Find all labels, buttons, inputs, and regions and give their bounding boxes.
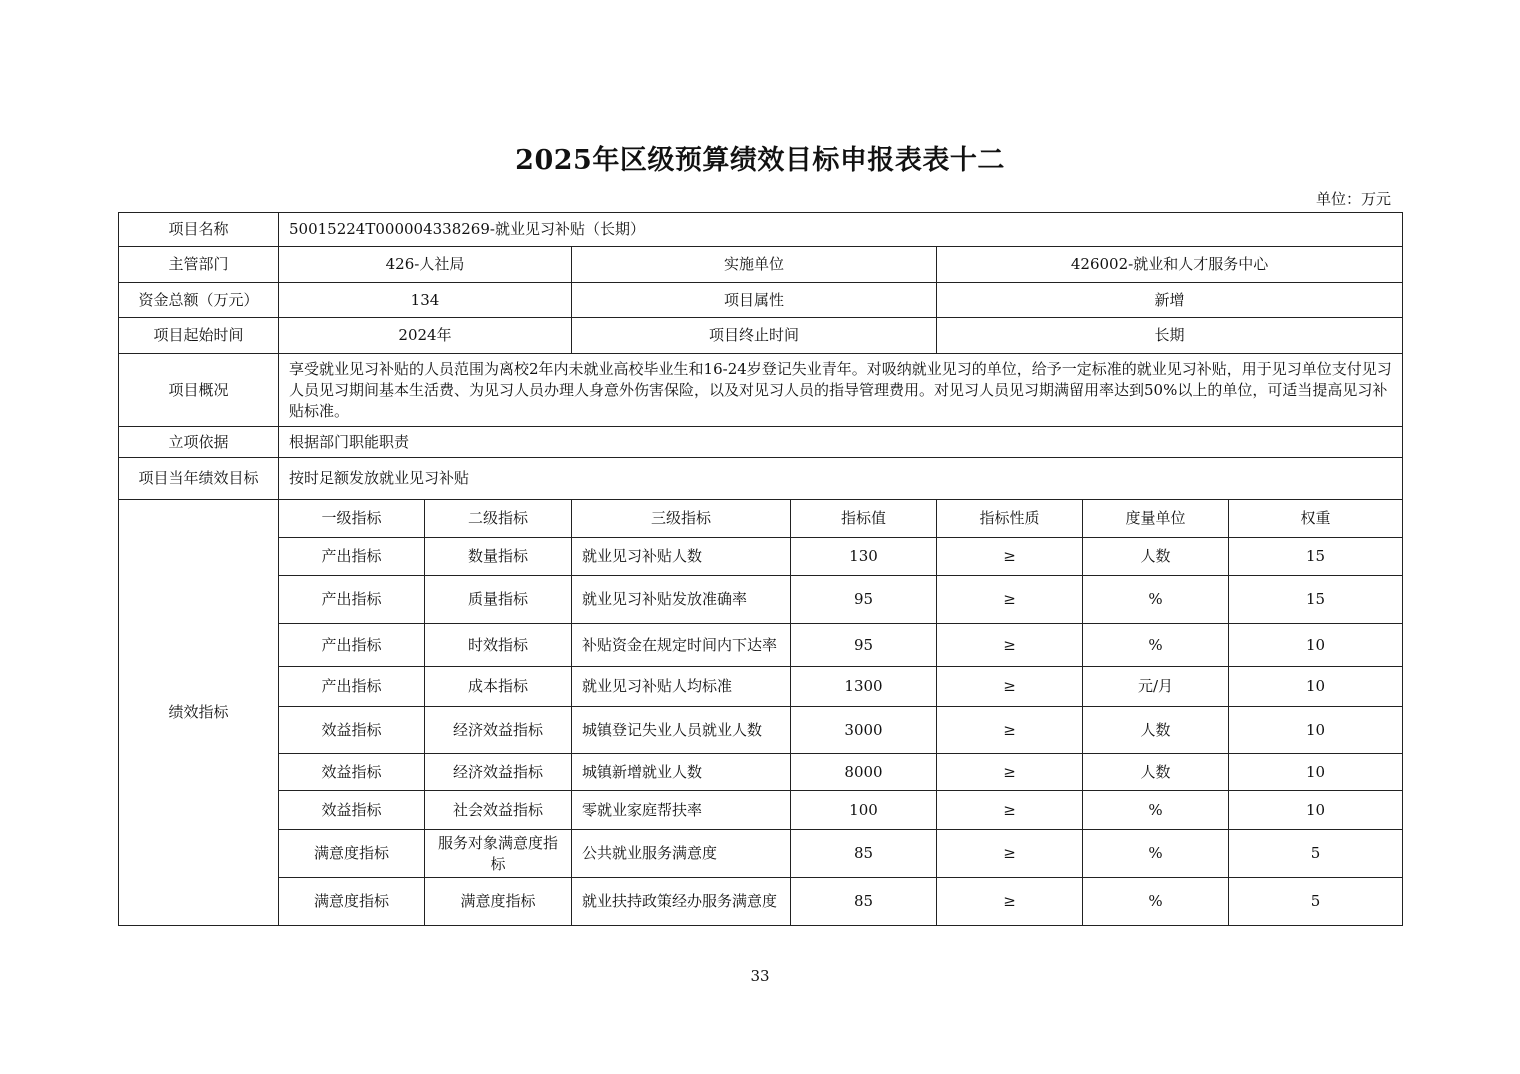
end-label: 项目终止时间 (572, 318, 937, 354)
attr-value: 新增 (937, 283, 1403, 318)
level2-cell: 社会效益指标 (425, 791, 572, 830)
attr-label: 项目属性 (572, 283, 937, 318)
weight-cell: 10 (1229, 754, 1403, 791)
unit-cell: 人数 (1083, 754, 1229, 791)
value-cell: 1300 (791, 667, 937, 707)
header-nature: 指标性质 (937, 500, 1083, 538)
nature-cell: ≥ (937, 830, 1083, 878)
level3-cell: 就业见习补贴发放准确率 (572, 576, 791, 624)
page-number: 33 (750, 967, 770, 985)
indicator-row (119, 624, 1403, 667)
weight-cell: 5 (1229, 830, 1403, 878)
row-dept (119, 247, 1403, 283)
page-title: 2025年区级预算绩效目标申报表表十二 (515, 145, 1005, 176)
goal-label: 项目当年绩效目标 (119, 458, 279, 500)
level1-cell: 产出指标 (279, 576, 425, 624)
row-overview (119, 354, 1403, 427)
level2-cell: 时效指标 (425, 624, 572, 667)
overview-value: 享受就业见习补贴的人员范围为离校2年内未就业高校毕业生和16-24岁登记失业青年。对吸纳就业见习的单位，给予一定标准的就业见习补贴，用于见习单位支付见习人员见习期间基本生活费、为见习人员办理人身意外伤害保险，以及对见习人员的指导管理费用。对见习人员见习期满留用率达到50%以上的单位，可适当提高见习补贴标准。 (279, 354, 1403, 427)
fund-value: 134 (279, 283, 572, 318)
performance-target-table (118, 212, 1403, 926)
header-level2: 二级指标 (425, 500, 572, 538)
level2-cell: 服务对象满意度指标 (425, 830, 572, 878)
weight-cell: 15 (1229, 576, 1403, 624)
weight-cell: 5 (1229, 878, 1403, 926)
nature-cell: ≥ (937, 576, 1083, 624)
fund-label: 资金总额（万元） (119, 283, 279, 318)
header-level3: 三级指标 (572, 500, 791, 538)
level3-cell: 城镇新增就业人数 (572, 754, 791, 791)
nature-cell: ≥ (937, 878, 1083, 926)
project-name-value: 50015224T000004338269-就业见习补贴（长期） (279, 213, 1403, 247)
unit-cell: % (1083, 878, 1229, 926)
unit-cell: 人数 (1083, 538, 1229, 576)
indicator-row (119, 576, 1403, 624)
row-basis (119, 427, 1403, 458)
indicator-row (119, 754, 1403, 791)
level3-cell: 就业扶持政策经办服务满意度 (572, 878, 791, 926)
weight-cell: 10 (1229, 667, 1403, 707)
header-value: 指标值 (791, 500, 937, 538)
end-value: 长期 (937, 318, 1403, 354)
level3-cell: 就业见习补贴人数 (572, 538, 791, 576)
level1-cell: 效益指标 (279, 707, 425, 754)
level3-cell: 城镇登记失业人员就业人数 (572, 707, 791, 754)
value-cell: 8000 (791, 754, 937, 791)
level2-cell: 数量指标 (425, 538, 572, 576)
unit-cell: % (1083, 576, 1229, 624)
value-cell: 130 (791, 538, 937, 576)
impl-label: 实施单位 (572, 247, 937, 283)
unit-cell: % (1083, 624, 1229, 667)
level1-cell: 效益指标 (279, 754, 425, 791)
project-name-label: 项目名称 (119, 213, 279, 247)
level3-cell: 公共就业服务满意度 (572, 830, 791, 878)
indicator-row (119, 538, 1403, 576)
value-cell: 95 (791, 576, 937, 624)
row-period (119, 318, 1403, 354)
header-level1: 一级指标 (279, 500, 425, 538)
unit-cell: % (1083, 830, 1229, 878)
row-project-name (119, 213, 1403, 247)
nature-cell: ≥ (937, 754, 1083, 791)
level2-cell: 经济效益指标 (425, 754, 572, 791)
unit-cell: 人数 (1083, 707, 1229, 754)
level1-cell: 产出指标 (279, 624, 425, 667)
level3-cell: 补贴资金在规定时间内下达率 (572, 624, 791, 667)
indicator-row (119, 667, 1403, 707)
level1-cell: 产出指标 (279, 538, 425, 576)
indicator-row (119, 878, 1403, 926)
unit-label: 单位：万元 (1315, 190, 1391, 208)
level2-cell: 经济效益指标 (425, 707, 572, 754)
nature-cell: ≥ (937, 538, 1083, 576)
nature-cell: ≥ (937, 707, 1083, 754)
level3-cell: 零就业家庭帮扶率 (572, 791, 791, 830)
start-value: 2024年 (279, 318, 572, 354)
value-cell: 85 (791, 830, 937, 878)
indicators-section-label: 绩效指标 (119, 500, 279, 926)
unit-cell: 元/月 (1083, 667, 1229, 707)
header-unit: 度量单位 (1083, 500, 1229, 538)
start-label: 项目起始时间 (119, 318, 279, 354)
indicator-row (119, 830, 1403, 878)
weight-cell: 15 (1229, 538, 1403, 576)
nature-cell: ≥ (937, 624, 1083, 667)
level1-cell: 产出指标 (279, 667, 425, 707)
weight-cell: 10 (1229, 791, 1403, 830)
indicator-header-row (119, 500, 1403, 538)
dept-label: 主管部门 (119, 247, 279, 283)
unit-cell: % (1083, 791, 1229, 830)
row-goal (119, 458, 1403, 500)
level2-cell: 满意度指标 (425, 878, 572, 926)
impl-value: 426002-就业和人才服务中心 (937, 247, 1403, 283)
nature-cell: ≥ (937, 791, 1083, 830)
level1-cell: 满意度指标 (279, 830, 425, 878)
basis-value: 根据部门职能职责 (279, 427, 1403, 458)
overview-label: 项目概况 (119, 354, 279, 427)
value-cell: 95 (791, 624, 937, 667)
value-cell: 100 (791, 791, 937, 830)
level1-cell: 效益指标 (279, 791, 425, 830)
value-cell: 3000 (791, 707, 937, 754)
row-fund (119, 283, 1403, 318)
indicator-row (119, 707, 1403, 754)
weight-cell: 10 (1229, 707, 1403, 754)
weight-cell: 10 (1229, 624, 1403, 667)
nature-cell: ≥ (937, 667, 1083, 707)
goal-value: 按时足额发放就业见习补贴 (279, 458, 1403, 500)
value-cell: 85 (791, 878, 937, 926)
level2-cell: 质量指标 (425, 576, 572, 624)
basis-label: 立项依据 (119, 427, 279, 458)
level1-cell: 满意度指标 (279, 878, 425, 926)
level2-cell: 成本指标 (425, 667, 572, 707)
level3-cell: 就业见习补贴人均标准 (572, 667, 791, 707)
header-weight: 权重 (1229, 500, 1403, 538)
dept-value: 426-人社局 (279, 247, 572, 283)
indicator-row (119, 791, 1403, 830)
